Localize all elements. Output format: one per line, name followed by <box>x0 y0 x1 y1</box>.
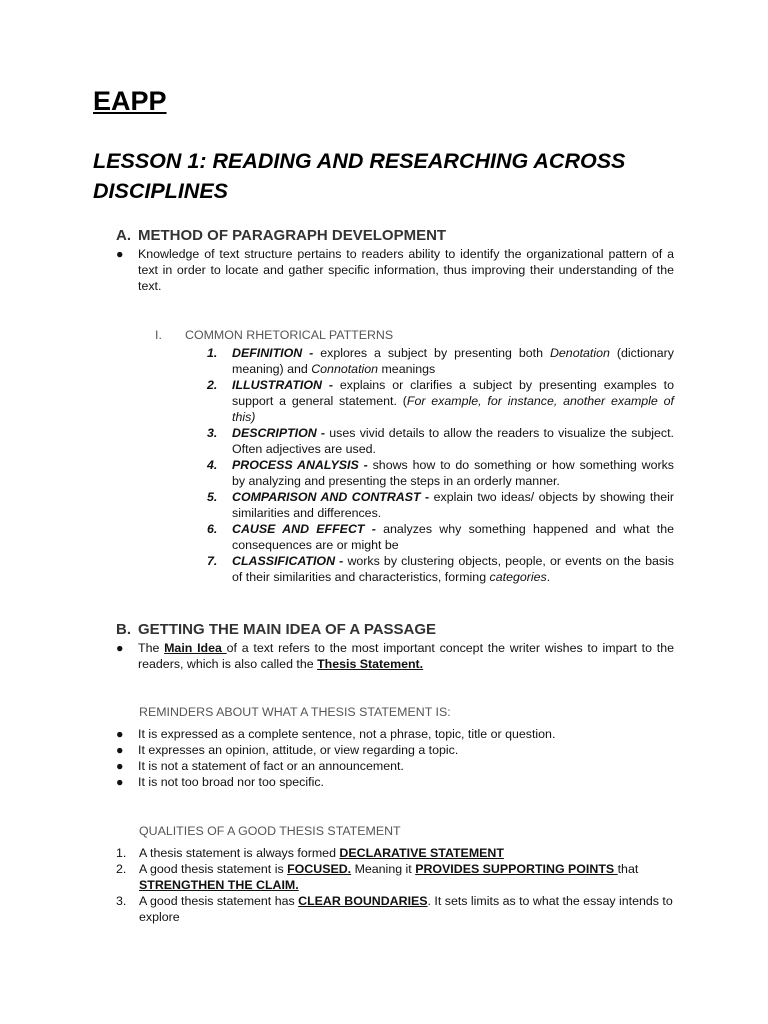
quality-text: A thesis statement is always formed <box>139 846 340 860</box>
pattern-name: ILLUSTRATION - <box>232 378 333 392</box>
bullet-icon: ● <box>116 759 124 773</box>
sub-heading-text: COMMON RHETORICAL PATTERNS <box>185 328 394 342</box>
pattern-item <box>207 425 674 457</box>
lesson-title: LESSON 1: READING AND RESEARCHING ACROSS DISCIPLINES <box>93 149 626 203</box>
quality-text: that <box>617 862 639 876</box>
pattern-emphasis: Connotation <box>311 362 379 376</box>
quality-number: 1. <box>116 846 127 860</box>
qualities-heading: QUALITIES OF A GOOD THESIS STATEMENT <box>139 824 401 838</box>
bullet-icon: ● <box>116 727 124 741</box>
quality-keyword: STRENGTHEN THE CLAIM. <box>139 878 299 892</box>
section-b-paragraph <box>138 640 674 672</box>
section-b-letter: B. <box>116 621 131 638</box>
quality-item-3 <box>116 893 676 925</box>
pattern-text: works by clustering objects, people, or events on the basis of their similarities and characteristics, forming <box>232 554 674 584</box>
main-idea-mid: of a text refers to the most important concept the writer wishes to impart to the readers, which is also called the <box>138 641 674 671</box>
quality-number: 3. <box>116 894 127 908</box>
section-b-heading-text: GETTING THE MAIN IDEA OF A PASSAGE <box>138 621 437 638</box>
reminder-text: It is expressed as a complete sentence, not a phrase, topic, title or question. <box>138 727 556 741</box>
pattern-text: explains or clarifies a subject by presenting examples to support a general statement. ( <box>232 378 674 408</box>
pattern-number: 6. <box>207 522 218 536</box>
pattern-emphasis: categories <box>489 570 547 584</box>
reminders-heading: REMINDERS ABOUT WHAT A THESIS STATEMENT IS: <box>139 705 451 719</box>
quality-item-2 <box>116 861 676 893</box>
section-b-heading <box>116 621 436 638</box>
pattern-name: DESCRIPTION - <box>232 426 326 440</box>
pattern-text: . <box>546 570 551 584</box>
section-a-paragraph: Knowledge of text structure pertains to readers ability to identify the organizational pattern of a text in order to locate and gather specific information, thus improving their understanding of the text. <box>138 247 674 293</box>
pattern-name: CLASSIFICATION - <box>232 554 344 568</box>
pattern-text: meanings <box>378 362 436 376</box>
quality-text: . It sets limits as to what the essay intends to explore <box>139 894 673 924</box>
pattern-emphasis: Denotation <box>549 346 610 360</box>
pattern-text: explores a subject by presenting both <box>313 346 550 360</box>
quality-item-1 <box>116 845 676 861</box>
pattern-text: uses vivid details to allow the readers to visualize the subject. Often adjectives are used. <box>232 426 674 456</box>
pattern-text: analyzes why something happened and what the consequences are or might be <box>232 522 674 552</box>
pattern-number: 1. <box>207 346 218 360</box>
pattern-number: 4. <box>207 458 218 472</box>
pattern-item <box>207 521 674 553</box>
quality-text: Meaning it <box>351 862 416 876</box>
pattern-name: CAUSE AND EFFECT - <box>232 522 376 536</box>
pattern-text: (dictionary meaning) and <box>232 346 675 376</box>
pattern-name: COMPARISON AND CONTRAST - <box>232 490 430 504</box>
quality-keyword: PROVIDES SUPPORTING POINTS <box>415 862 618 876</box>
reminder-text: It is not a statement of fact or an announcement. <box>138 759 404 773</box>
pattern-text: shows how to do something or how something works by analyzing and presenting the steps in an orderly manner. <box>232 458 674 488</box>
main-idea-term: Main Idea <box>164 641 227 655</box>
quality-text: A good thesis statement is <box>139 862 288 876</box>
pattern-item <box>207 457 674 489</box>
sub-numeral: I. <box>155 328 162 342</box>
pattern-item <box>207 345 674 377</box>
pattern-number: 5. <box>207 490 218 504</box>
section-a-letter: A. <box>116 227 131 244</box>
quality-keyword: FOCUSED. <box>287 862 352 876</box>
quality-text: A good thesis statement has <box>139 894 299 908</box>
document-title: EAPP <box>93 86 167 116</box>
pattern-number: 2. <box>207 378 218 392</box>
bullet-icon: ● <box>116 743 124 757</box>
bullet-icon: ● <box>116 247 124 261</box>
pattern-item <box>207 553 674 585</box>
pattern-emphasis: For example, for instance, another example of this) <box>232 394 674 424</box>
pattern-name: PROCESS ANALYSIS - <box>232 458 368 472</box>
thesis-statement-term: Thesis Statement. <box>317 657 424 671</box>
pattern-item <box>207 377 674 425</box>
pattern-number: 7. <box>207 554 218 568</box>
main-idea-pre: The <box>138 641 165 655</box>
bullet-icon: ● <box>116 641 124 655</box>
pattern-name: DEFINITION - <box>232 346 314 360</box>
bullet-icon: ● <box>116 775 124 789</box>
quality-keyword: DECLARATIVE STATEMENT <box>339 846 504 860</box>
section-a-heading <box>116 227 446 244</box>
reminder-text: It expresses an opinion, attitude, or view regarding a topic. <box>138 743 459 757</box>
section-a-heading-text: METHOD OF PARAGRAPH DEVELOPMENT <box>138 227 447 244</box>
pattern-text: explain two ideas/ objects by showing their similarities and differences. <box>232 490 674 520</box>
rhetorical-patterns-heading <box>155 328 393 342</box>
quality-number: 2. <box>116 862 127 876</box>
reminder-text: It is not too broad nor too specific. <box>138 775 324 789</box>
quality-keyword: CLEAR BOUNDARIES <box>298 894 428 908</box>
pattern-number: 3. <box>207 426 218 440</box>
pattern-item <box>207 489 674 521</box>
